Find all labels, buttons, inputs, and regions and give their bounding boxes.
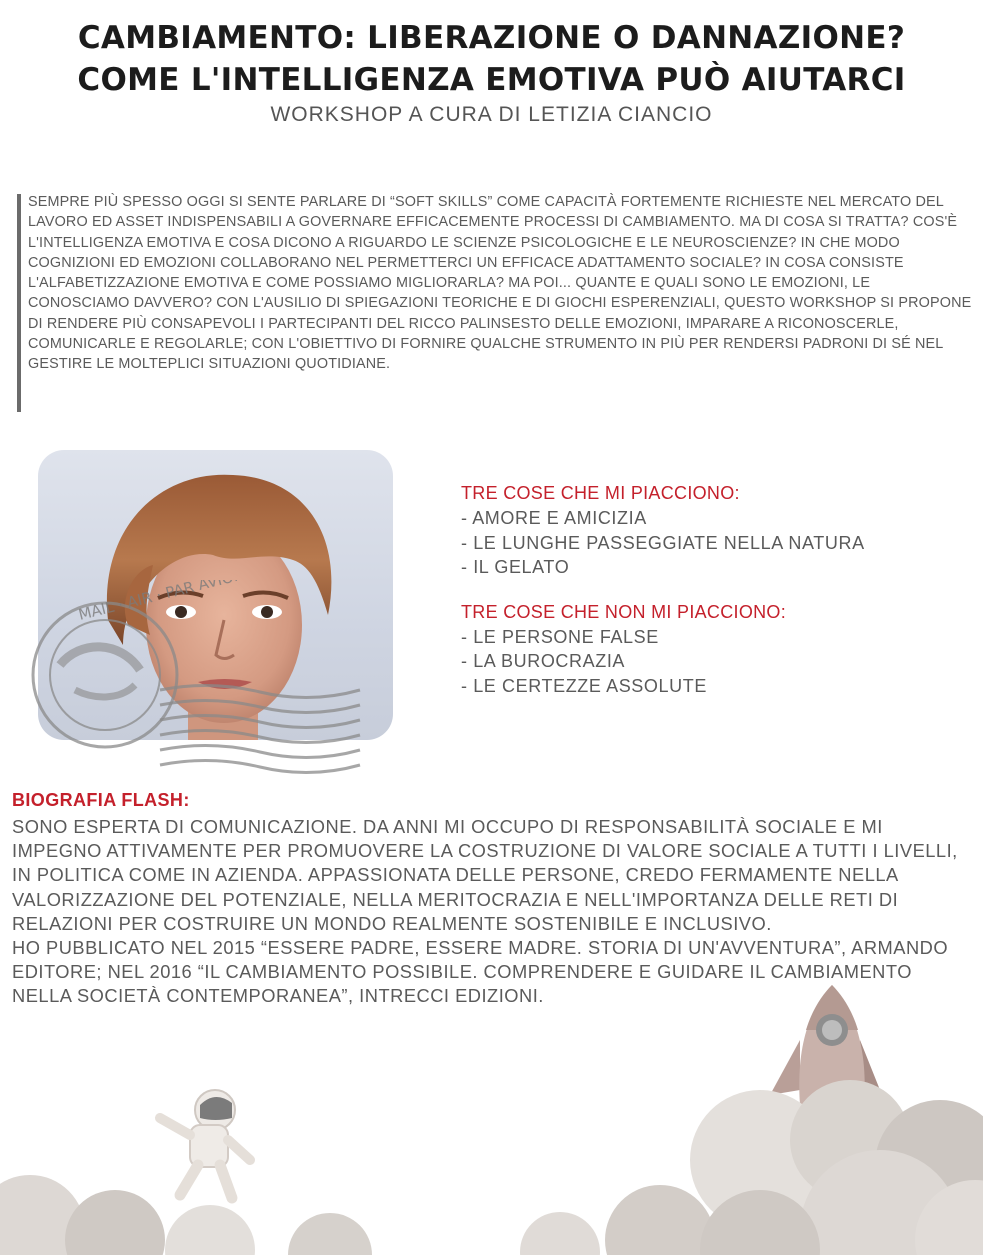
bio-paragraph-2: HO PUBBLICATO NEL 2015 “ESSERE PADRE, ESSERE MADRE. STORIA DI UN'AVVENTURA”, ARMANDO EDITORE; NEL 2016 “IL CAMBIAMENTO POSSIBILE. COMPRENDERE E GUIDARE IL CAMBIAMENTO NELLA SOCIETÀ CONTEMPORANEA”, INTRECCI EDIZIONI. bbox=[12, 937, 949, 1007]
dislikes-item: - LE PERSONE FALSE bbox=[461, 626, 659, 647]
preferences-section bbox=[461, 483, 961, 698]
intro-text: SEMPRE PIÙ SPESSO OGGI SI SENTE PARLARE DI “SOFT SKILLS” COME CAPACITÀ FORTEMENTE RICHIESTE NEL MERCATO DEL LAVORO ED ASSET INDISPENSABILI A GOVERNARE EFFICACEMENTE PROCESSI DI CAMBIAMENTO. MA DI COSA SI TRATTA? COS'È L'INTELLIGENZA EMOTIVA E COSA DICONO A RIGUARDO LE SCIENZE PSICOLOGICHE E LE NEUROSCIENZE? IN CHE MODO COGNIZIONI ED EMOZIONI COLLABORANO NEL PERMETTERCI UN EFFICACE ADATTAMENTO SOCIALE? IN COSA CONSISTE L'ALFABETIZZAZIONE EMOTIVA E COME POSSIAMO MIGLIORARLA? MA POI... QUANTE E QUALI SONO LE EMOZIONI, LE CONOSCIAMO DAVVERO? CON L'AUSILIO DI SPIEGAZIONI TEORICHE E DI GIOCHI ESPERENZIALI, QUESTO WORKSHOP SI PROPONE DI RENDERE PIÙ CONSAPEVOLI I PARTECIPANTI DEL RICCO PALINSESTO DELLE EMOZIONI, IMPARARE A RICONOSCERLE, COMUNICARLE E REGOLARLE; CON L'OBIETTIVO DI FORNIRE QUALCHE STRUMENTO IN PIÙ PER RENDERSI PADRONI DI SÉ NEL GESTIRE LE MOLTEPLICI SITUAZIONI QUOTIDIANE. bbox=[28, 194, 972, 373]
bio-paragraph-1: SONO ESPERTA DI COMUNICAZIONE. DA ANNI MI OCCUPO DI RESPONSABILITÀ SOCIALE E MI IMPEGNO ATTIVAMENTE PER PROMUOVERE LA COSTRUZIONE DI VALORE SOCIALE A TUTTI I LIVELLI, IN POLITICA COME IN AZIENDA. APPASSIONATA DELLE PERSONE, CREDO FERMAMENTE NELLA VALORIZZAZIONE DEL POTENZIALE, NELLA MERITOCRAZIA E NELL'IMPORTANZA DELLE RETI DI RELAZIONI PER COSTRUIRE UN MONDO REALMENTE SOSTENIBILE E INCLUSIVO. bbox=[12, 816, 958, 934]
intro-accent-bar bbox=[17, 194, 21, 412]
likes-item: - IL GELATO bbox=[461, 557, 570, 577]
bio-heading: BIOGRAFIA FLASH: bbox=[12, 790, 190, 810]
dislikes-heading: TRE COSE CHE NON MI PIACCIONO: bbox=[461, 601, 787, 622]
likes-item: - LE LUNGHE PASSEGGIATE NELLA NATURA bbox=[461, 532, 865, 553]
portrait-illustration bbox=[38, 450, 393, 740]
dislikes-item: - LA BUROCRAZIA bbox=[461, 651, 626, 671]
title-line-2: COME L'INTELLIGENZA EMOTIVA PUÒ AIUTARCI bbox=[77, 62, 906, 98]
dislikes-item: - LE CERTEZZE ASSOLUTE bbox=[461, 675, 707, 696]
bio-text bbox=[12, 815, 974, 1009]
portrait-photo bbox=[38, 450, 393, 740]
clouds-icon bbox=[0, 1080, 983, 1255]
likes-item: - AMORE E AMICIZIA bbox=[461, 508, 647, 528]
astronaut-icon bbox=[160, 1090, 250, 1198]
likes-heading: TRE COSE CHE MI PIACCIONO: bbox=[461, 483, 740, 503]
stamp-text: MAIL · AIR · PAR bbox=[76, 580, 196, 624]
title-line-1: CAMBIAMENTO: LIBERAZIONE O DANNAZIONE? bbox=[77, 20, 906, 56]
intro-block bbox=[28, 192, 973, 375]
subtitle: WORKSHOP A CURA DI LETIZIA CIANCIO bbox=[270, 103, 713, 126]
